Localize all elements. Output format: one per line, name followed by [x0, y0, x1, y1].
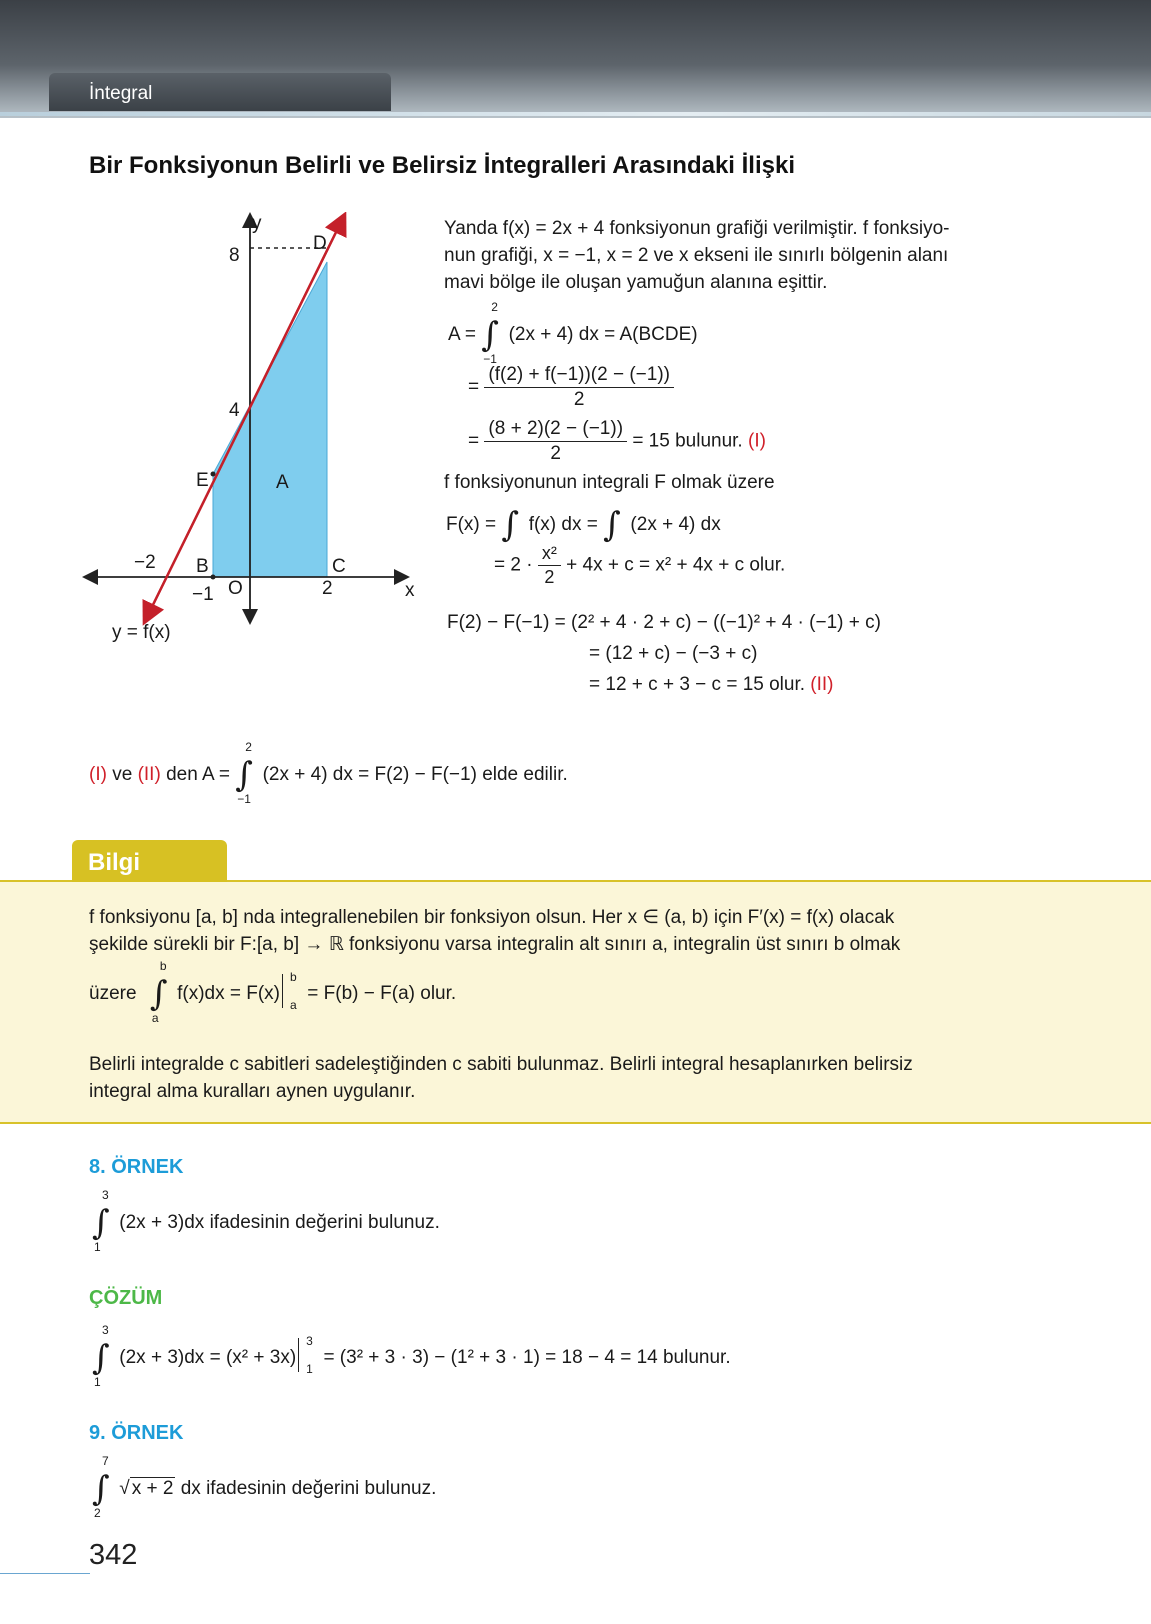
- y-axis-label: y: [252, 213, 262, 234]
- point-label-d: D: [313, 233, 327, 254]
- eval-line-1: F(2) − F(−1) = (2² + 4 · 2 + c) − ((−1)² + 4 · (−1) + c): [447, 612, 881, 633]
- info-line-4: Belirli integralde c sabitleri sadeleştiğinden c sabiti bulunmaz. Belirli integral hesaplanırken belirsiz: [89, 1054, 913, 1075]
- example-9-expression: ∫ 7 2 √ x + 2 dx ifadesinin değerini bulunuz.: [92, 1454, 437, 1520]
- tick-label-2: 2: [322, 578, 333, 599]
- solution-title: ÇÖZÜM: [89, 1287, 163, 1309]
- eval-line-3: = 12 + c + 3 − c = 15 olur. (II): [589, 674, 834, 695]
- intro-line-1: Yanda f(x) = 2x + 4 fonksiyonun grafiği verilmiştir. f fonksiyo-: [444, 218, 950, 239]
- example-9-title: 9. ÖRNEK: [89, 1422, 184, 1444]
- tag-ii: (II): [810, 674, 834, 695]
- tick-label-minus1: −1: [192, 584, 214, 605]
- area-rhs: (2x + 4) dx = A(BCDE): [508, 324, 698, 346]
- area-lhs: A =: [448, 324, 476, 346]
- example-8-title: 8. ÖRNEK: [89, 1156, 184, 1178]
- area-expression: [448, 300, 698, 366]
- info-tab: Bilgi: [72, 840, 227, 882]
- tag-i: (I): [748, 430, 766, 452]
- function-label: y = f(x): [112, 622, 171, 643]
- example-8-expression: ∫ 3 1 (2x + 3)dx ifadesinin değerini bulunuz.: [92, 1188, 440, 1254]
- antiderivative-expression: F(x) = ∫ f(x) dx = ∫ (2x + 4) dx: [446, 505, 721, 545]
- info-line-3: üzere ∫ b a f(x)dx = F(x) b a = F(b) − F(a) olur.: [89, 959, 457, 1025]
- sqrt-symbol: √: [119, 1478, 130, 1500]
- intro-line-3: mavi bölge ile oluşan yamuğun alanına eşittir.: [444, 272, 828, 293]
- page-number: 342: [89, 1539, 138, 1571]
- antiderivative-step: = 2 · $\frac{\text{x²}}{2}$ + 4x + c = x² + 4x + c olur.: [494, 543, 786, 587]
- point-label-e: E: [196, 470, 209, 491]
- point-label-c: C: [332, 556, 346, 577]
- intro-line-2: nun grafiği, x = −1, x = 2 ve x ekseni ile sınırlı bölgenin alanı: [444, 245, 949, 266]
- point-label-b: B: [196, 556, 209, 577]
- eval-line-2: = (12 + c) − (−3 + c): [589, 643, 758, 664]
- antiderivative-lead: f fonksiyonunun integrali F olmak üzere: [444, 472, 775, 493]
- info-line-2: şekilde sürekli bir F:[a, b] → ℝ fonksiyonu varsa integralin alt sınırı a, integralin üst sınırı b olmak: [89, 934, 901, 955]
- function-graph: [80, 212, 430, 632]
- tick-label-4: 4: [229, 400, 240, 421]
- area-step-1: = $\frac{(f(2) + f(-1))(2 - (-1))}{2}$: [468, 364, 674, 411]
- info-line-5: integral alma kuralları aynen uygulanır.: [89, 1081, 416, 1102]
- integral-sign: ∫ 2 −1: [481, 300, 499, 366]
- section-title: Bir Fonksiyonun Belirli ve Belirsiz İntegralleri Arasındaki İlişki: [89, 152, 796, 179]
- tick-label-8: 8: [229, 245, 240, 266]
- result-line: (I) ve (II) den A = ∫ 2 −1 (2x + 4) dx = F(2) − F(−1) elde edilir.: [89, 740, 568, 806]
- chapter-tab: İntegral: [49, 73, 391, 111]
- origin-label: O: [228, 578, 243, 599]
- info-line-1: f fonksiyonu [a, b] nda integrallenebilen bir fonksiyon olsun. Her x ∈ (a, b) için F′(x) = f(x) olacak: [89, 907, 895, 928]
- tick-label-minus2: −2: [134, 552, 156, 573]
- solution-expression: ∫ 3 1 (2x + 3)dx = (x² + 3x) 3 1 = (3² + 3 · 3) − (1² + 3 · 1) = 18 − 4 = 14 bulunur.: [92, 1323, 731, 1389]
- region-label: A: [276, 472, 289, 493]
- x-axis-label: x: [405, 580, 415, 601]
- area-step-2: = $\frac{(8 + 2)(2 - (-1))}{2}$ = 15 bulunur. (I): [468, 418, 766, 464]
- header-divider: [0, 112, 1151, 116]
- page-number-rule: [0, 1573, 90, 1574]
